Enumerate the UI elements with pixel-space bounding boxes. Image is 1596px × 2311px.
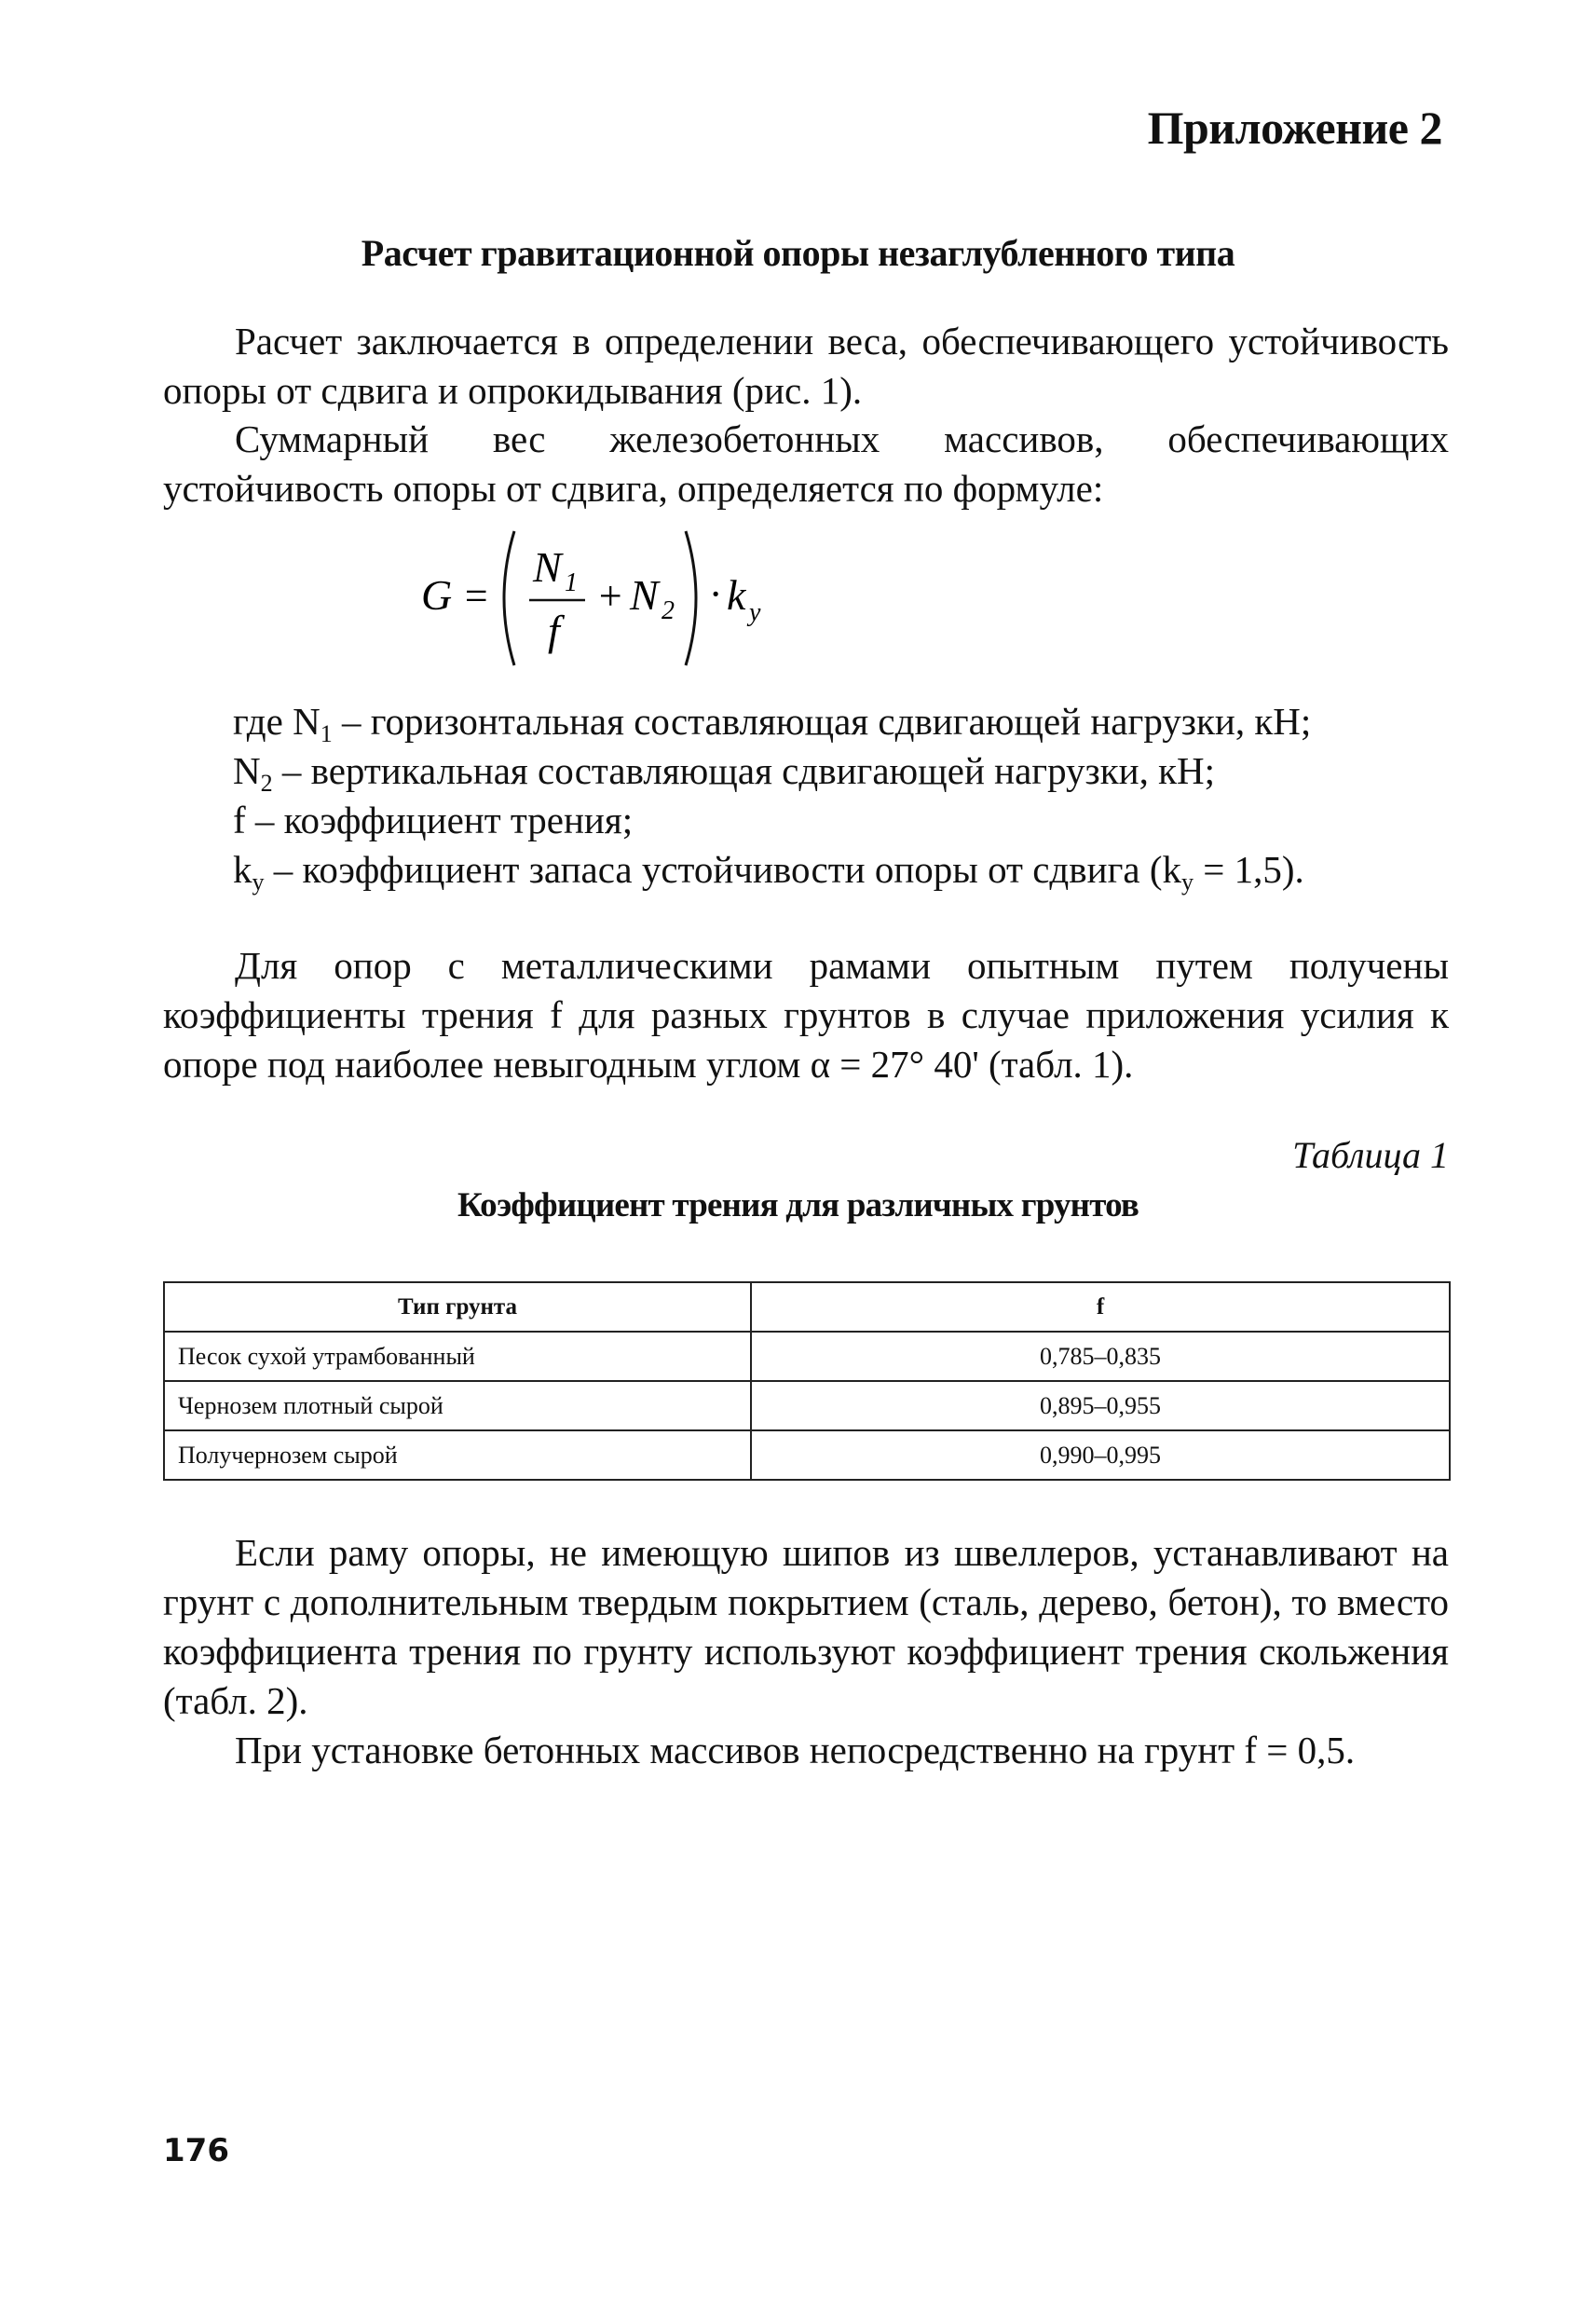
definition-n1-text: – горизонтальная составляющая сдвигающей нагрузки, кН; xyxy=(332,700,1312,743)
formula-term2: N xyxy=(630,571,659,619)
formula-plus: + xyxy=(596,573,624,619)
table-row xyxy=(164,1381,1450,1430)
definition-n1 xyxy=(233,697,1311,746)
definition-n1-sub: 1 xyxy=(320,720,333,747)
table-title: Коэффициент трения для различных грунтов xyxy=(457,1186,1139,1224)
table-header-f: f xyxy=(751,1282,1450,1332)
appendix-heading: Приложение 2 xyxy=(1147,102,1442,154)
formula-dot: · xyxy=(710,571,720,617)
table-cell-soil: Песок сухой утрамбованный xyxy=(164,1332,751,1381)
table-label: Таблица 1 xyxy=(1292,1134,1449,1176)
friction-table xyxy=(163,1281,1451,1481)
table-header-row xyxy=(164,1282,1450,1332)
definition-n2 xyxy=(233,746,1215,796)
page-number: 176 xyxy=(163,2132,229,2169)
section-title: Расчет гравитационной опоры незаглубленного типа xyxy=(361,232,1235,274)
paragraph-4 xyxy=(163,1528,1449,1726)
formula-equals: = xyxy=(462,573,490,619)
definition-ky xyxy=(233,845,1304,895)
paragraph-4-text: Если раму опоры, не имеющую шипов из швеллеров, устанавливают на грунт с дополнительным твердым покрытием (сталь, дерево, бетон), то вместо коэффициента трения по грунту используют коэффициент трения скольжения (табл. 2). xyxy=(163,1531,1449,1722)
formula-denominator: f xyxy=(548,607,560,654)
table-header-soil-type: Тип грунта xyxy=(164,1282,751,1332)
formula-factor: k xyxy=(727,571,746,619)
paragraph-2-text: Суммарный вес железобетонных массивов, обеспечивающих устойчивость опоры от сдвига, определяется по формуле: xyxy=(163,417,1449,510)
table-cell-f: 0,785–0,835 xyxy=(751,1332,1450,1381)
paragraph-3 xyxy=(163,941,1449,1089)
formula-numerator-sub: 1 xyxy=(565,568,578,597)
formula-lhs: G xyxy=(421,571,453,619)
formula-numerator: N xyxy=(533,543,562,591)
definition-ky-text-a: – коэффициент запаса устойчивости опоры от сдвига (k xyxy=(264,848,1181,891)
paragraph-1-text: Расчет заключается в определении веса, обеспечивающего устойчивость опоры от сдвига и опрокидывания (рис. 1). xyxy=(163,320,1449,412)
paragraph-5-text: При установке бетонных массивов непосредственно на грунт f = 0,5. xyxy=(235,1729,1356,1771)
definition-n2-prefix: N xyxy=(233,749,261,792)
definition-n1-prefix: где N xyxy=(233,700,321,743)
formula-factor-sub: y xyxy=(749,598,761,627)
paragraph-5 xyxy=(163,1726,1449,1775)
definition-n2-text: – вертикальная составляющая сдвигающей нагрузки, кН; xyxy=(272,749,1216,792)
table-row xyxy=(164,1430,1450,1480)
left-paren xyxy=(504,531,514,665)
table-row xyxy=(164,1332,1450,1381)
paragraph-2 xyxy=(163,415,1449,513)
table-cell-f: 0,990–0,995 xyxy=(751,1430,1450,1480)
right-paren xyxy=(686,531,696,665)
table-cell-soil: Получернозем сырой xyxy=(164,1430,751,1480)
definition-ky-sub: y xyxy=(252,868,265,896)
formula-term2-sub: 2 xyxy=(662,596,675,625)
definition-n2-sub: 2 xyxy=(260,770,273,797)
formula-svg xyxy=(419,524,904,673)
definition-f xyxy=(233,796,633,845)
paragraph-3-text: Для опор с металлическими рамами опытным путем получены коэффициенты трения f для разных грунтов в случае приложения усилия к опоре под наиболее невыгодным углом α = 27° 40' (табл. 1). xyxy=(163,944,1449,1086)
paragraph-1 xyxy=(163,317,1449,416)
definition-ky-sub-2: y xyxy=(1180,868,1194,896)
formula xyxy=(419,524,904,673)
definition-f-text: f – коэффициент трения; xyxy=(233,799,634,841)
definition-ky-text-b: = 1,5). xyxy=(1193,848,1304,891)
definition-ky-prefix: k xyxy=(233,848,252,891)
table-cell-soil: Чернозем плотный сырой xyxy=(164,1381,751,1430)
table-cell-f: 0,895–0,955 xyxy=(751,1381,1450,1430)
